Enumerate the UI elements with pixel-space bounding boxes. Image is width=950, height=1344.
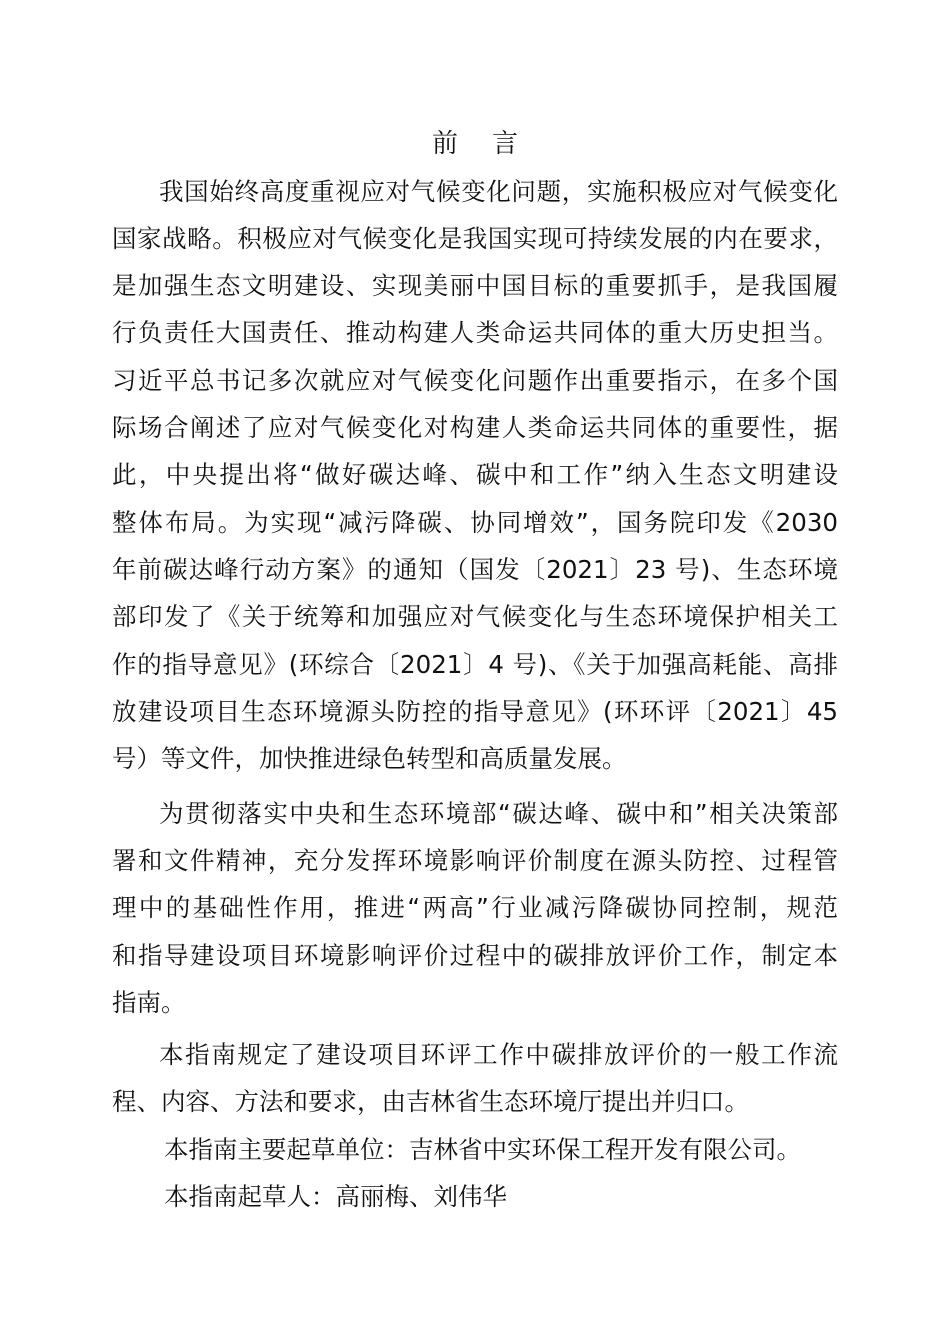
text-line: 我国始终高度重视应对气候变化问题，实施积极应对气候变化 — [159, 177, 838, 206]
text-line: 指南。 — [112, 988, 186, 1017]
text-line: 署和文件精神，充分发挥环境影响评价制度在源头防控、过程管 — [112, 846, 838, 875]
text-line: 此，中央提出将“做好碳达峰、碳中和工作”纳入生态文明建设 — [112, 460, 838, 489]
text-line: 行负责任大国责任、推动构建人类命运共同体的重大历史担当。 — [112, 318, 838, 347]
text-line: 本指南主要起草单位：吉林省中实环保工程开发有限公司。 — [164, 1135, 801, 1164]
text-line: 理中的基础性作用，推进“两高”行业减污降碳协同控制，规范 — [112, 893, 838, 922]
text-line: 本指南起草人：高丽梅、刘伟华 — [164, 1182, 507, 1211]
text-line: 为贯彻落实中央和生态环境部“碳达峰、碳中和”相关决策部 — [159, 799, 838, 828]
text-line: 部印发了《关于统筹和加强应对气候变化与生态环境保护相关工 — [112, 602, 838, 631]
text-line: 号）等文件，加快推进绿色转型和高质量发展。 — [112, 744, 627, 773]
page-title: 前言 — [431, 129, 552, 159]
text-line: 是加强生态文明建设、实现美丽中国目标的重要抓手，是我国履 — [112, 271, 838, 300]
text-line: 际场合阐述了应对气候变化对构建人类命运共同体的重要性，据 — [112, 413, 838, 442]
text-line: 和指导建设项目环境影响评价过程中的碳排放评价工作，制定本 — [112, 941, 838, 970]
text-line: 放建设项目生态环境源头防控的指导意见》(环环评〔2021〕45 — [112, 697, 838, 726]
text-line: 作的指导意见》(环综合〔2021〕4 号)、《关于加强高耗能、高排 — [112, 650, 838, 679]
text-line: 本指南规定了建设项目环评工作中碳排放评价的一般工作流 — [159, 1040, 838, 1069]
text-line: 程、内容、方法和要求，由吉林省生态环境厅提出并归口。 — [112, 1087, 749, 1116]
text-line: 国家战略。积极应对气候变化是我国实现可持续发展的内在要求， — [112, 224, 838, 253]
text-line: 整体布局。为实现“减污降碳、协同增效”，国务院印发《2030 — [112, 508, 838, 537]
text-line: 年前碳达峰行动方案》的通知（国发〔2021〕23 号)、生态环境 — [112, 555, 838, 584]
text-line: 习近平总书记多次就应对气候变化问题作出重要指示，在多个国 — [112, 366, 838, 395]
